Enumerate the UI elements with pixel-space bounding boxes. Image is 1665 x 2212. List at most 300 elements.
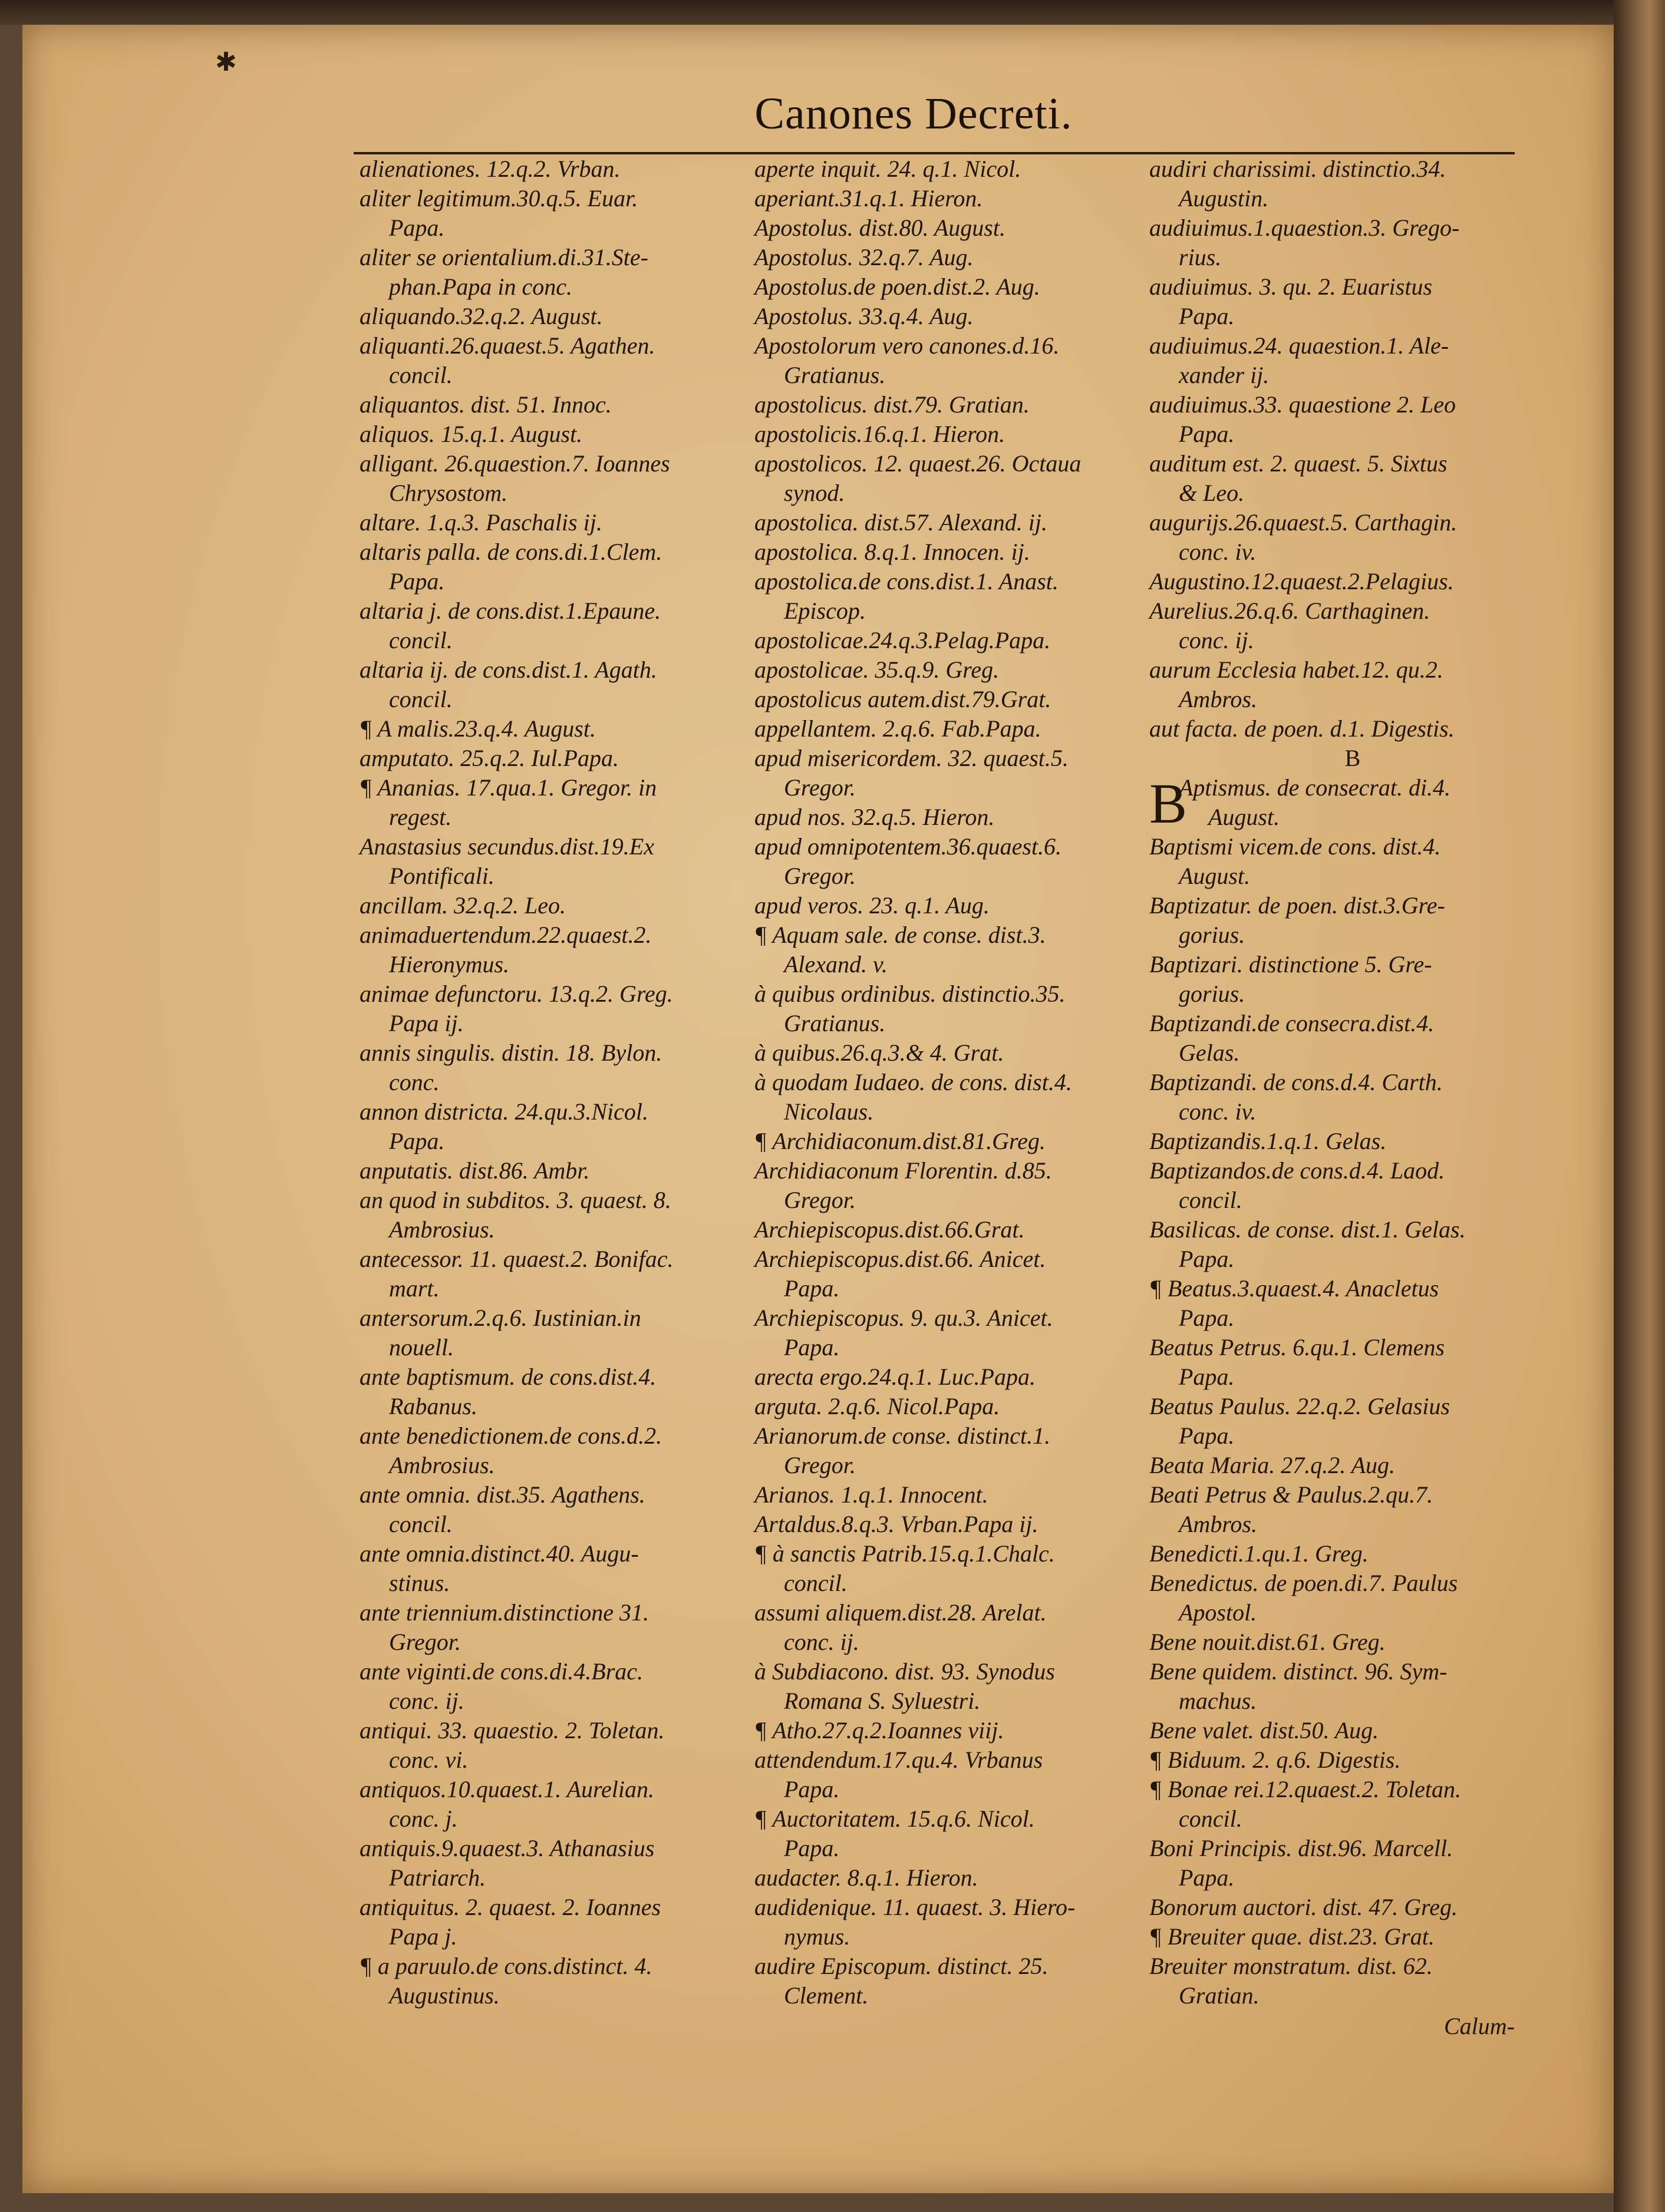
entry-text: aliquanti.26.quaest.5. Agathen. [360,332,655,359]
entry-text: Beatus Paulus. 22.q.2. Gelasius [1149,1393,1450,1419]
entry-continuation: Gelas. [1179,1039,1240,1066]
index-entry [1149,655,1556,714]
index-entry [360,1775,766,1834]
entry-text: Apostolus. 32.q.7. Aug. [754,244,974,270]
entry-text: augurijs.26.quaest.5. Carthagin. [1149,509,1458,536]
catchword: Calum- [1444,2013,1515,2039]
entry-text: aperte inquit. 24. q.1. Nicol. [754,156,1021,182]
drop-cap: B [1149,772,1188,835]
entry-text: aliquos. 15.q.1. August. [360,421,583,447]
index-entry [1149,772,1556,835]
entry-text: audidenique. 11. quaest. 3. Hiero- [754,1894,1076,1920]
entry-continuation: conc. iv. [1179,1098,1257,1125]
index-entry [754,744,1161,803]
entry-continuation: concil. [1179,1805,1242,1832]
entry-text: audire Episcopum. distinct. 25. [754,1953,1049,1979]
index-entry [360,508,766,537]
entry-text: amputato. 25.q.2. Iul.Papa. [360,745,619,771]
index-entry [360,1156,766,1186]
entry-text: ¶ Atho.27.q.2.Ioannes viij. [754,1717,1004,1744]
entry-text: Anastasius secundus.dist.19.Ex [360,833,654,860]
entry-continuation: concil. [389,627,453,653]
entry-continuation: Pontificali. [389,863,494,889]
index-entry [1149,154,1556,213]
entry-text: apud misericordem. 32. quaest.5. [754,745,1069,771]
index-entry [754,1392,1161,1421]
index-entry [754,803,1161,832]
index-entry [1149,449,1556,508]
entry-text: Bene quidem. distinct. 96. Sym- [1149,1658,1448,1685]
index-entry [754,243,1161,272]
index-entry [1149,567,1556,596]
entry-text: auditum est. 2. quaest. 5. Sixtus [1149,450,1448,477]
entry-text: Breuiter monstratum. dist. 62. [1149,1953,1433,1979]
entry-text: ante benedictionem.de cons.d.2. [360,1422,662,1449]
index-entry [754,1038,1161,1068]
entry-continuation: Apostol. [1179,1599,1257,1626]
entry-continuation: Papa. [389,1128,445,1154]
entry-continuation: Gregor. [784,1452,856,1478]
entry-continuation: Clement. [784,1982,869,2009]
entry-text: ante omnia.distinct.40. Augu- [360,1540,639,1567]
index-entry [754,449,1161,508]
entry-text: antecessor. 11. quaest.2. Bonifac. [360,1246,674,1272]
entry-text: arguta. 2.q.6. Nicol.Papa. [754,1393,1000,1419]
entry-text: Beati Petrus & Paulus.2.qu.7. [1149,1481,1433,1508]
index-entry [754,685,1161,714]
entry-continuation: Papa. [389,568,445,595]
index-column-1 [360,154,766,2010]
index-entry [360,714,766,744]
index-entry [754,1539,1161,1598]
entry-continuation: Episcop. [784,597,866,624]
index-entry [360,1421,766,1480]
index-entry [754,1716,1161,1745]
entry-continuation: Papa. [1179,1363,1235,1390]
book-top-edge [0,0,1665,25]
entry-continuation: conc. j. [389,1805,458,1832]
entry-text: Archidiaconum Florentin. d.85. [754,1157,1052,1184]
entry-continuation: Gregor. [784,774,856,801]
index-entry [754,1068,1161,1127]
entry-continuation: mart. [389,1275,440,1302]
index-column-2 [754,154,1161,2010]
index-entry [360,891,766,920]
entry-continuation: Papa j. [389,1923,457,1950]
index-entry [754,1127,1161,1156]
entry-continuation: Nicolaus. [784,1098,874,1125]
index-entry [1149,1451,1556,1480]
entry-text: ¶ Auctoritatem. 15.q.6. Nicol. [754,1805,1035,1832]
entry-continuation: xander ij. [1179,362,1270,388]
index-entry [1149,1893,1556,1922]
entry-text: audiri charissimi. distinctio.34. [1149,156,1446,182]
index-entry [360,744,766,773]
entry-text: Archiepiscopus.dist.66.Grat. [754,1216,1025,1243]
index-entry [754,1657,1161,1716]
index-entry [1149,1745,1556,1775]
entry-text: Baptizatur. de poen. dist.3.Gre- [1149,892,1445,919]
entry-text: à quibus ordinibus. distinctio.35. [754,980,1066,1007]
index-entry [1149,1333,1556,1392]
entry-text: alligant. 26.quaestion.7. Ioannes [360,450,670,477]
index-entry [1149,1539,1556,1569]
index-entry [1149,832,1556,891]
entry-text: apostolicus. dist.79. Gratian. [754,391,1030,418]
entry-text: Benedicti.1.qu.1. Greg. [1149,1540,1369,1567]
index-entry [360,184,766,243]
entry-text: arecta ergo.24.q.1. Luc.Papa. [754,1363,1036,1390]
entry-text: ¶ a paruulo.de cons.distinct. 4. [360,1953,652,1979]
entry-text: antiquos.10.quaest.1. Aurelian. [360,1776,654,1802]
entry-continuation: Gratian. [1179,1982,1260,2009]
index-entry [1149,950,1556,1009]
entry-text: apud nos. 32.q.5. Hieron. [754,804,995,830]
entry-text: Apostolorum vero canones.d.16. [754,332,1060,359]
index-entry [754,1303,1161,1362]
index-entry [1149,1569,1556,1627]
entry-continuation: nouell. [389,1334,454,1361]
index-entry [360,832,766,891]
index-entry [754,832,1161,891]
entry-continuation: conc. ij. [1179,627,1254,653]
entry-continuation: synod. [784,480,845,506]
entry-continuation: Gregor. [389,1629,461,1655]
index-entry [1149,213,1556,272]
entry-text: Baptizandis.1.q.1. Gelas. [1149,1128,1387,1154]
index-entry [1149,1127,1556,1156]
entry-continuation: Augustinus. [389,1982,500,2009]
index-entry [360,1480,766,1539]
entry-continuation: gorius. [1179,922,1245,948]
index-entry [360,302,766,331]
entry-text: Beatus Petrus. 6.qu.1. Clemens [1149,1334,1445,1361]
entry-text: Beata Maria. 27.q.2. Aug. [1149,1452,1396,1478]
entry-text: Apostolus. 33.q.4. Aug. [754,303,974,329]
entry-continuation: Gratianus. [784,362,886,388]
index-entry [754,508,1161,537]
entry-text: ante viginti.de cons.di.4.Brac. [360,1658,644,1685]
index-entry [1149,891,1556,950]
entry-text: à quodam Iudaeo. de cons. dist.4. [754,1069,1072,1095]
index-entry [754,213,1161,243]
index-entry [360,655,766,714]
index-entry [754,272,1161,302]
index-entry [360,390,766,420]
entry-continuation: Hieronymus. [389,951,510,978]
entry-text: apostolica.de cons.dist.1. Anast. [754,568,1059,595]
ornament-mark: ✱ [215,48,237,77]
entry-text: alienationes. 12.q.2. Vrban. [360,156,621,182]
index-entry [360,1186,766,1244]
index-entry [1149,1952,1556,2010]
index-entry [754,1244,1161,1303]
entry-text: ¶ Biduum. 2. q.6. Digestis. [1149,1747,1401,1773]
index-entry [1149,1657,1556,1716]
entry-text: altaris palla. de cons.di.1.Clem. [360,539,662,565]
index-entry [360,1834,766,1893]
entry-continuation: conc. iv. [1179,539,1257,565]
entry-text: ¶ Aquam sale. de conse. dist.3. [754,922,1046,948]
index-entry [754,390,1161,420]
index-entry [360,331,766,390]
index-entry [754,1893,1161,1952]
entry-text: aliquantos. dist. 51. Innoc. [360,391,612,418]
entry-continuation: nymus. [784,1923,850,1950]
index-entry [360,1244,766,1303]
entry-continuation: Ambros. [1179,1511,1257,1537]
index-entry [360,449,766,508]
index-entry [360,1952,766,2010]
entry-text: audiuimus.1.quaestion.3. Grego- [1149,214,1460,241]
entry-continuation: August. [1179,863,1251,889]
index-entry [1149,1215,1556,1274]
entry-text: ¶ Breuiter quae. dist.23. Grat. [1149,1923,1435,1950]
index-entry [360,979,766,1038]
entry-text: assumi aliquem.dist.28. Arelat. [754,1599,1047,1626]
entry-continuation: Ambrosius. [389,1216,495,1243]
index-entry [360,1598,766,1657]
entry-text: antiquis.9.quaest.3. Athanasius [360,1835,655,1861]
index-entry [754,184,1161,213]
entry-text: aliter legitimum.30.q.5. Euar. [360,185,638,212]
entry-text: audiuimus. 3. qu. 2. Euaristus [1149,273,1433,300]
entry-text: apostolicae. 35.q.9. Greg. [754,656,1000,683]
entry-text: Bene nouit.dist.61. Greg. [1149,1629,1386,1655]
entry-text: aliquando.32.q.2. August. [360,303,603,329]
entry-continuation: Gregor. [784,863,856,889]
entry-text: altaria j. de cons.dist.1.Epaune. [360,597,661,624]
entry-text: Aurelius.26.q.6. Carthaginen. [1149,597,1430,624]
entry-text: Arianos. 1.q.1. Innocent. [754,1481,988,1508]
index-entry [360,596,766,655]
index-entry [1149,1274,1556,1333]
entry-text: ¶ Beatus.3.quaest.4. Anacletus [1149,1275,1439,1302]
section-letter-heading: B [1344,745,1361,771]
entry-continuation: regest. [389,804,452,830]
index-entry [360,1303,766,1362]
index-column-3 [1149,154,1556,2010]
entry-text: à Subdiacono. dist. 93. Synodus [754,1658,1055,1685]
entry-text: ancillam. 32.q.2. Leo. [360,892,566,919]
index-entry [1149,390,1556,449]
index-entry [1149,508,1556,567]
entry-text: Apostolus. dist.80. August. [754,214,1005,241]
index-entry [1149,1009,1556,1068]
entry-text: Archiepiscopus. 9. qu.3. Anicet. [754,1305,1053,1331]
entry-continuation: concil. [1179,1187,1242,1213]
index-entry [360,1038,766,1097]
index-entry [754,1745,1161,1804]
index-entry [360,1657,766,1716]
index-entry [1149,1922,1556,1952]
entry-continuation: rius. [1179,244,1222,270]
index-entry [360,773,766,832]
entry-text: ante baptismum. de cons.dist.4. [360,1363,657,1390]
entry-text: antersorum.2.q.6. Iustinian.in [360,1305,641,1331]
entry-text: Baptizandi.de consecra.dist.4. [1149,1010,1435,1036]
index-entry [754,331,1161,390]
entry-continuation: Papa. [784,1776,840,1802]
index-entry [754,891,1161,920]
index-entry [754,626,1161,655]
entry-text: ¶ Archidiaconum.dist.81.Greg. [754,1128,1046,1154]
entry-text: Bonorum auctori. dist. 47. Greg. [1149,1894,1458,1920]
entry-continuation: Papa. [784,1275,840,1302]
entry-text: ante omnia. dist.35. Agathens. [360,1481,645,1508]
index-entry [1149,272,1556,331]
entry-text: altare. 1.q.3. Paschalis ij. [360,509,602,536]
index-entry [360,1097,766,1156]
entry-text: Baptismi vicem.de cons. dist.4. [1149,833,1441,860]
entry-text: antiquitus. 2. quaest. 2. Ioannes [360,1894,661,1920]
entry-text: animae defunctoru. 13.q.2. Greg. [360,980,673,1007]
entry-text: apud omnipotentem.36.quaest.6. [754,833,1062,860]
index-entry [1149,1716,1556,1745]
entry-text: animaduertendum.22.quaest.2. [360,922,652,948]
entry-text: aurum Ecclesia habet.12. qu.2. [1149,656,1443,683]
index-entry [360,1362,766,1421]
index-entry [1149,331,1556,390]
book-edge [1614,0,1665,2212]
index-entry [754,1863,1161,1893]
entry-text: aliter se orientalium.di.31.Ste- [360,244,648,270]
entry-continuation: concil. [389,362,453,388]
entry-continuation: & Leo. [1179,480,1245,506]
entry-text: Boni Principis. dist.96. Marcell. [1149,1835,1453,1861]
index-entry [754,302,1161,331]
index-entry [754,979,1161,1038]
index-entry [1149,1627,1556,1657]
entry-text: ¶ Ananias. 17.qua.1. Gregor. in [360,774,657,801]
entry-continuation: Papa. [389,214,445,241]
entry-continuation: Papa. [1179,1246,1235,1272]
index-entry [754,1598,1161,1657]
entry-continuation: Rabanus. [389,1393,477,1419]
index-entry [1149,1834,1556,1893]
index-entry [1149,596,1556,655]
index-entry [754,537,1161,567]
index-entry [754,420,1161,449]
entry-continuation: conc. vi. [389,1747,469,1773]
entry-continuation: Papa. [784,1334,840,1361]
index-entry [754,655,1161,685]
index-entry [754,1362,1161,1392]
index-entry [360,1539,766,1598]
index-entry [360,243,766,302]
entry-text: ¶ A malis.23.q.4. August. [360,715,596,742]
entry-text: Arianorum.de conse. distinct.1. [754,1422,1051,1449]
index-entry [754,920,1161,979]
entry-continuation: Chrysostom. [389,480,508,506]
entry-text: altaria ij. de cons.dist.1. Agath. [360,656,657,683]
entry-continuation: Papa. [1179,1305,1235,1331]
index-entry [360,1716,766,1775]
index-entry [754,1952,1161,2010]
entry-text: appellantem. 2.q.6. Fab.Papa. [754,715,1041,742]
entry-text: ¶ à sanctis Patrib.15.q.1.Chalc. [754,1540,1055,1567]
entry-continuation: August. [1208,804,1280,830]
entry-continuation: Papa. [1179,303,1235,329]
entry-text: audiuimus.24. quaestion.1. Ale- [1149,332,1449,359]
entry-text: annon districta. 24.qu.3.Nicol. [360,1098,648,1125]
index-entry [360,154,766,184]
entry-continuation: stinus. [389,1570,450,1596]
entry-continuation: Augustin. [1179,185,1269,212]
entry-text: Benedictus. de poen.di.7. Paulus [1149,1570,1458,1596]
index-entry [360,420,766,449]
entry-text: an quod in subditos. 3. quaest. 8. [360,1187,671,1213]
index-entry [754,1215,1161,1244]
entry-text: anputatis. dist.86. Ambr. [360,1157,590,1184]
entry-continuation: Gregor. [784,1187,856,1213]
entry-text: attendendum.17.qu.4. Vrbanus [754,1747,1043,1773]
entry-continuation: conc. [389,1069,440,1095]
entry-text: apostolicus autem.dist.79.Grat. [754,686,1051,712]
entry-text: apostolicos. 12. quaest.26. Octaua [754,450,1082,477]
entry-continuation: Gratianus. [784,1010,886,1036]
entry-text: Apostolus.de poen.dist.2. Aug. [754,273,1040,300]
entry-continuation: Papa. [1179,1422,1235,1449]
entry-text: Bene valet. dist.50. Aug. [1149,1717,1379,1744]
entry-continuation: Alexand. v. [784,951,888,978]
entry-continuation: Papa ij. [389,1010,464,1036]
entry-text: Baptizandi. de cons.d.4. Carth. [1149,1069,1443,1095]
entry-continuation: concil. [389,686,453,712]
index-entry [754,1804,1161,1863]
entry-text: aperiant.31.q.1. Hieron. [754,185,983,212]
entry-text: apud veros. 23. q.1. Aug. [754,892,990,919]
entry-text: apostolicae.24.q.3.Pelag.Papa. [754,627,1051,653]
index-entry [1149,1775,1556,1834]
index-entry [754,714,1161,744]
entry-text: apostolicis.16.q.1. Hieron. [754,421,1005,447]
index-entry [1149,1156,1556,1215]
entry-continuation: machus. [1179,1688,1257,1714]
entry-text: Augustino.12.quaest.2.Pelagius. [1149,568,1454,595]
entry-text: audiuimus.33. quaestione 2. Leo [1149,391,1456,418]
index-entry [1149,1392,1556,1451]
entry-continuation: phan.Papa in conc. [389,273,573,300]
entry-text: annis singulis. distin. 18. Bylon. [360,1039,662,1066]
entry-text: apostolica. dist.57. Alexand. ij. [754,509,1048,536]
entry-text: Baptizandos.de cons.d.4. Laod. [1149,1157,1445,1184]
page-title: Canones Decreti. [754,89,1073,138]
entry-continuation: concil. [784,1570,848,1596]
entry-continuation: Papa. [1179,421,1235,447]
entry-continuation: Patriarch. [389,1864,486,1891]
index-entry [754,1510,1161,1539]
entry-text: Basilicas. de conse. dist.1. Gelas. [1149,1216,1466,1243]
index-entry [1149,714,1556,744]
entry-text: audacter. 8.q.1. Hieron. [754,1864,978,1891]
index-entry [754,567,1161,626]
entry-continuation: conc. ij. [389,1688,464,1714]
entry-text: ¶ Bonae rei.12.quaest.2. Toletan. [1149,1776,1462,1802]
entry-continuation: concil. [389,1511,453,1537]
entry-text: apostolica. 8.q.1. Innocen. ij. [754,539,1030,565]
entry-text: Aptismus. de consecrat. di.4. [1179,774,1451,801]
index-entry [360,1893,766,1952]
entry-continuation: Ambrosius. [389,1452,495,1478]
index-entry [360,920,766,979]
index-entry [1149,1068,1556,1127]
entry-continuation: Papa. [1179,1864,1235,1891]
index-entry [360,537,766,596]
entry-continuation: gorius. [1179,980,1245,1007]
entry-text: à quibus.26.q.3.& 4. Grat. [754,1039,1004,1066]
index-entry [754,1480,1161,1510]
